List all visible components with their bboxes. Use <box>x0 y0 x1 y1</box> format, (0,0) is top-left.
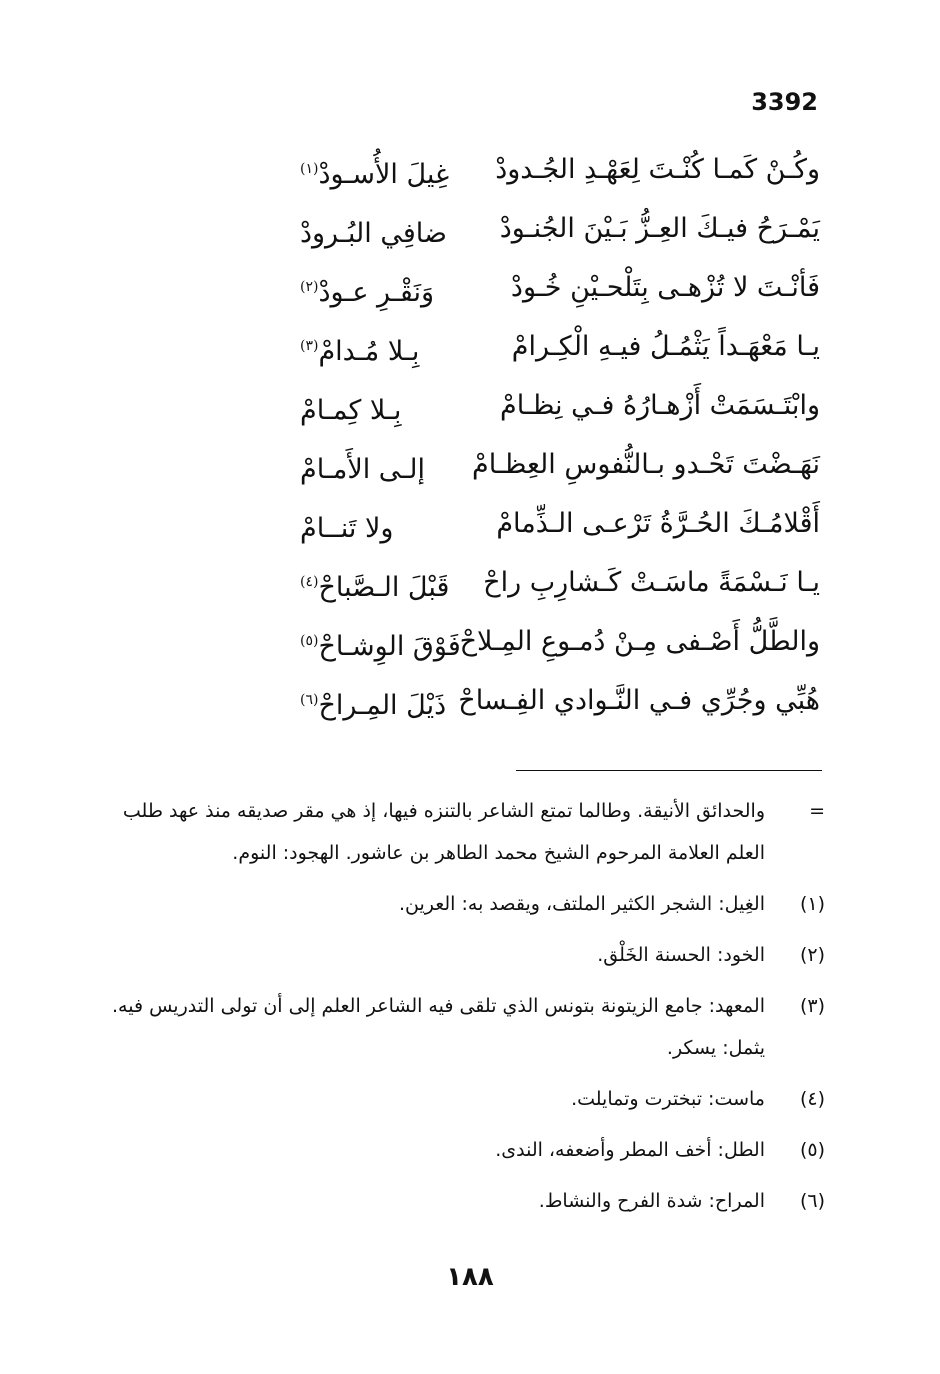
verse-second-hemistich: قَبْلَ الـصَّباحْ <box>318 572 450 603</box>
footnote-number: (٦) <box>799 1190 825 1212</box>
verse-first-hemistich: يـا نَـسْمَةً ماسَـتْ كَـشارِبِ راحْ <box>483 567 820 598</box>
verse-line <box>290 612 820 671</box>
footnote-marker: (٥) <box>300 633 319 649</box>
footnote-text: الخود: الحسنة الخَلْق. <box>597 944 765 966</box>
footnote-item <box>110 1078 825 1120</box>
verse-first-hemistich: والطَّلُّ أَصْـفى مِـنْ دُمـوعِ المِـلاحْ <box>459 626 820 657</box>
verse-second-hemistich: بِـلا كِمـامْ <box>300 395 402 426</box>
verse-first-hemistich: نَهَـضْتَ تَحْـدو بـالنُّفوسِ العِظـامْ <box>472 449 820 480</box>
footnote-item <box>110 883 825 925</box>
footnote-marker: (٦) <box>300 692 319 708</box>
footnote-marker: (٢) <box>300 279 319 295</box>
verse-line <box>290 258 820 317</box>
verse-first-hemistich: فَأنْـتَ لا تُزْهـى بِتَلْحـيْنِ خُـودْ <box>510 272 820 303</box>
footnote-item <box>110 1180 825 1222</box>
footnote-item <box>110 1129 825 1171</box>
footnote-number: (٤) <box>799 1088 825 1110</box>
verse-first-hemistich: وابْتَـسَمَتْ أَزْهـارُهُ فـي نِظـامْ <box>499 390 820 421</box>
footnote-text: والحدائق الأنيقة. وطالما تمتع الشاعر بالتنزه فيها، إذ هي مقر صديقه منذ عهد طلب العلم العلامة المرحوم الشيخ محمد الطاهر بن عاشور. الهجود: النوم. <box>122 800 765 864</box>
footnote-item <box>110 985 825 1069</box>
verse-second-hemistich: فَوْقَ الوِشـاحْ <box>318 631 461 662</box>
footnote-number: (١) <box>799 893 825 915</box>
footnote-text: ماست: تبخترت وتمايلت. <box>571 1088 765 1110</box>
footnote-text: المعهد: جامع الزيتونة بتونس الذي تلقى فيه الشاعر العلم إلى أن تولى التدريس فيه. يثمل: يسكر. <box>111 995 765 1059</box>
footnote-text: الغِيل: الشجر الكثير الملتف، ويقصد به: العرين. <box>398 893 765 915</box>
verse-second-hemistich: ضافِي البُـرودْ <box>300 218 447 249</box>
verse-second-hemistich: إلـى الأَمـامْ <box>300 454 425 485</box>
footnote-marker: (١) <box>300 161 319 177</box>
footnote-separator <box>516 770 822 771</box>
footnote-number: = <box>809 800 825 822</box>
verse-second-hemistich: ذَيْلَ المِـراحْ <box>318 690 447 721</box>
verse-line <box>290 199 820 258</box>
footnote-marker: (٤) <box>300 574 319 590</box>
verse-line <box>290 553 820 612</box>
footnote-text: المراح: شدة الفرح والنشاط. <box>538 1190 765 1212</box>
verse-line <box>290 494 820 553</box>
poem <box>290 140 820 730</box>
verse-first-hemistich: هُبِّي وجُرِّي فـي النَّـوادي الفِـساحْ <box>458 685 820 716</box>
verse-line <box>290 140 820 199</box>
verse-first-hemistich: يَمْـرَحُ فيـكَ العِـزُّ بَـيْنَ الجُنـودْ <box>499 213 820 244</box>
verse-second-hemistich: بِـلا مُـدامْ <box>318 336 420 367</box>
footnote-item <box>110 934 825 976</box>
footnote-item <box>110 790 825 874</box>
verse-line <box>290 435 820 494</box>
verse-line <box>290 671 820 730</box>
verse-first-hemistich: أَقْلامُـكَ الحُـرَّةُ تَرْعـى الـذِّمامْ <box>496 508 820 539</box>
verse-second-hemistich: غِيلَ الأُسـودْ <box>318 159 450 190</box>
footnote-text: الطل: أخف المطر وأضعفه، الندى. <box>495 1139 765 1161</box>
footnote-number: (٥) <box>799 1139 825 1161</box>
verse-line <box>290 317 820 376</box>
footnotes <box>110 790 825 1231</box>
page-number: ١٨٨ <box>446 1262 494 1292</box>
verse-first-hemistich: وكُـنْ كَمـا كُنْـتَ لِعَهْـدِ الجُـدودْ <box>495 154 820 185</box>
footnote-number: (٢) <box>799 944 825 966</box>
verse-second-hemistich: وَنَقْـرِ عـودْ <box>318 277 435 308</box>
verse-line <box>290 376 820 435</box>
verse-second-hemistich: ولا تَنــامْ <box>300 513 394 544</box>
footnote-marker: (٣) <box>300 338 319 354</box>
verse-first-hemistich: يـا مَعْهَـداً يَثْمُـلُ فيـهِ الْكِـرامْ <box>511 331 820 362</box>
page-identifier: 3392 <box>751 88 818 116</box>
footnote-number: (٣) <box>799 995 825 1017</box>
